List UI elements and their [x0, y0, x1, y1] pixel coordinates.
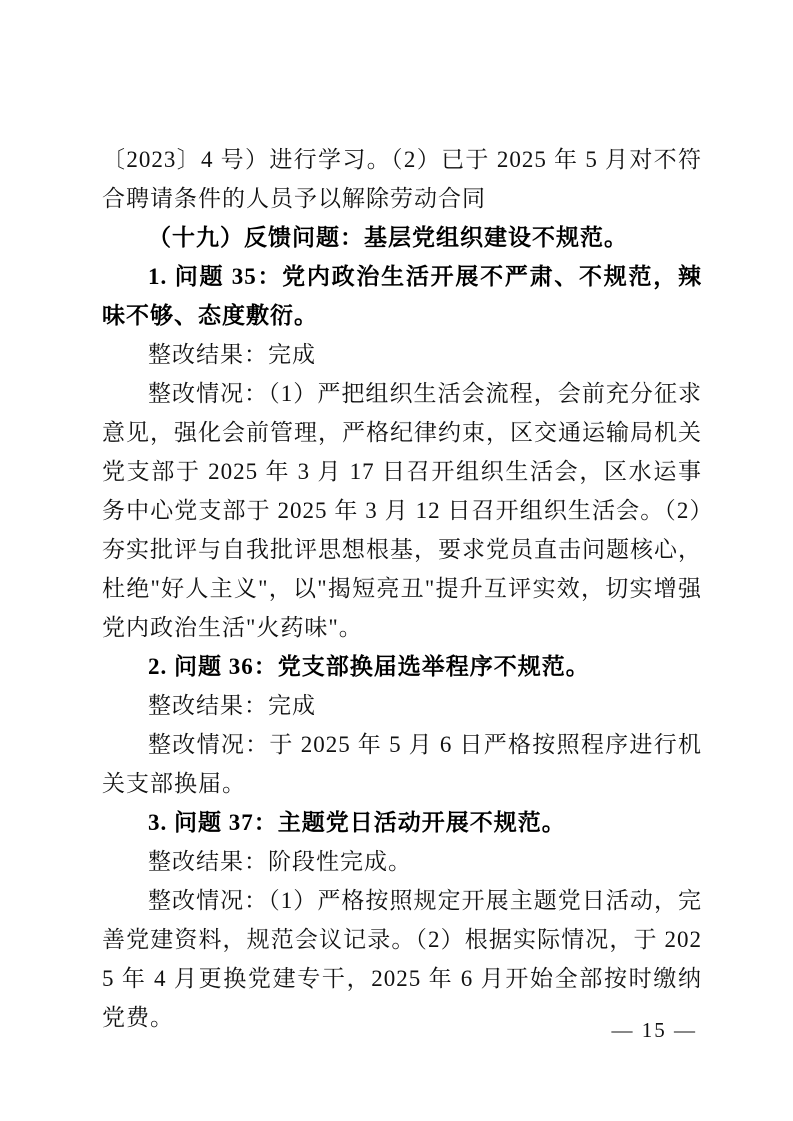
page-number: — 15 —	[611, 1018, 697, 1042]
heading-paragraph: （十九）反馈问题：基层党组织建设不规范。	[148, 225, 628, 250]
page-footer	[612, 1018, 698, 1043]
heading-paragraph: 3. 问题 37：主题党日活动开展不规范。	[148, 810, 566, 835]
body-paragraph: 整改情况：（1）严把组织生活会流程，会前充分征求意见，强化会前管理，严格纪律约束，区交通运输局机关党支部于 2025 年 3 月 17 日召开组织生活会，区水运事务中心党支部于 2025 年 3 月 12 日召开组织生活会。（2）夯实批评与自我批评思想根基，要求党员直击问题核心，杜绝"好人主义"，以"揭短亮丑"提升互评实效，切实增强党内政治生活"火药味"。	[102, 381, 702, 640]
heading-paragraph: 2. 问题 36：党支部换届选举程序不规范。	[148, 654, 590, 679]
body-paragraph: 整改情况：（1）严格按照规定开展主题党日活动，完善党建资料，规范会议记录。（2）根据实际情况，于 2025 年 4 月更换党建专干，2025 年 6 月开始全部按时缴纳党费。	[102, 888, 702, 1030]
heading-paragraph: 1. 问题 35：党内政治生活开展不严肃、不规范，辣味不够、态度敷衍。	[102, 264, 702, 328]
body-paragraph: 整改情况：于 2025 年 5 月 6 日严格按照程序进行机关支部换届。	[102, 732, 702, 796]
document-body	[102, 140, 702, 1037]
body-paragraph: 整改结果：完成	[148, 342, 316, 367]
body-paragraph: 整改结果：阶段性完成。	[148, 849, 412, 874]
body-paragraph: 整改结果：完成	[148, 693, 316, 718]
body-paragraph: 〔2023〕4 号）进行学习。（2）已于 2025 年 5 月对不符合聘请条件的人员予以解除劳动合同	[102, 147, 702, 211]
